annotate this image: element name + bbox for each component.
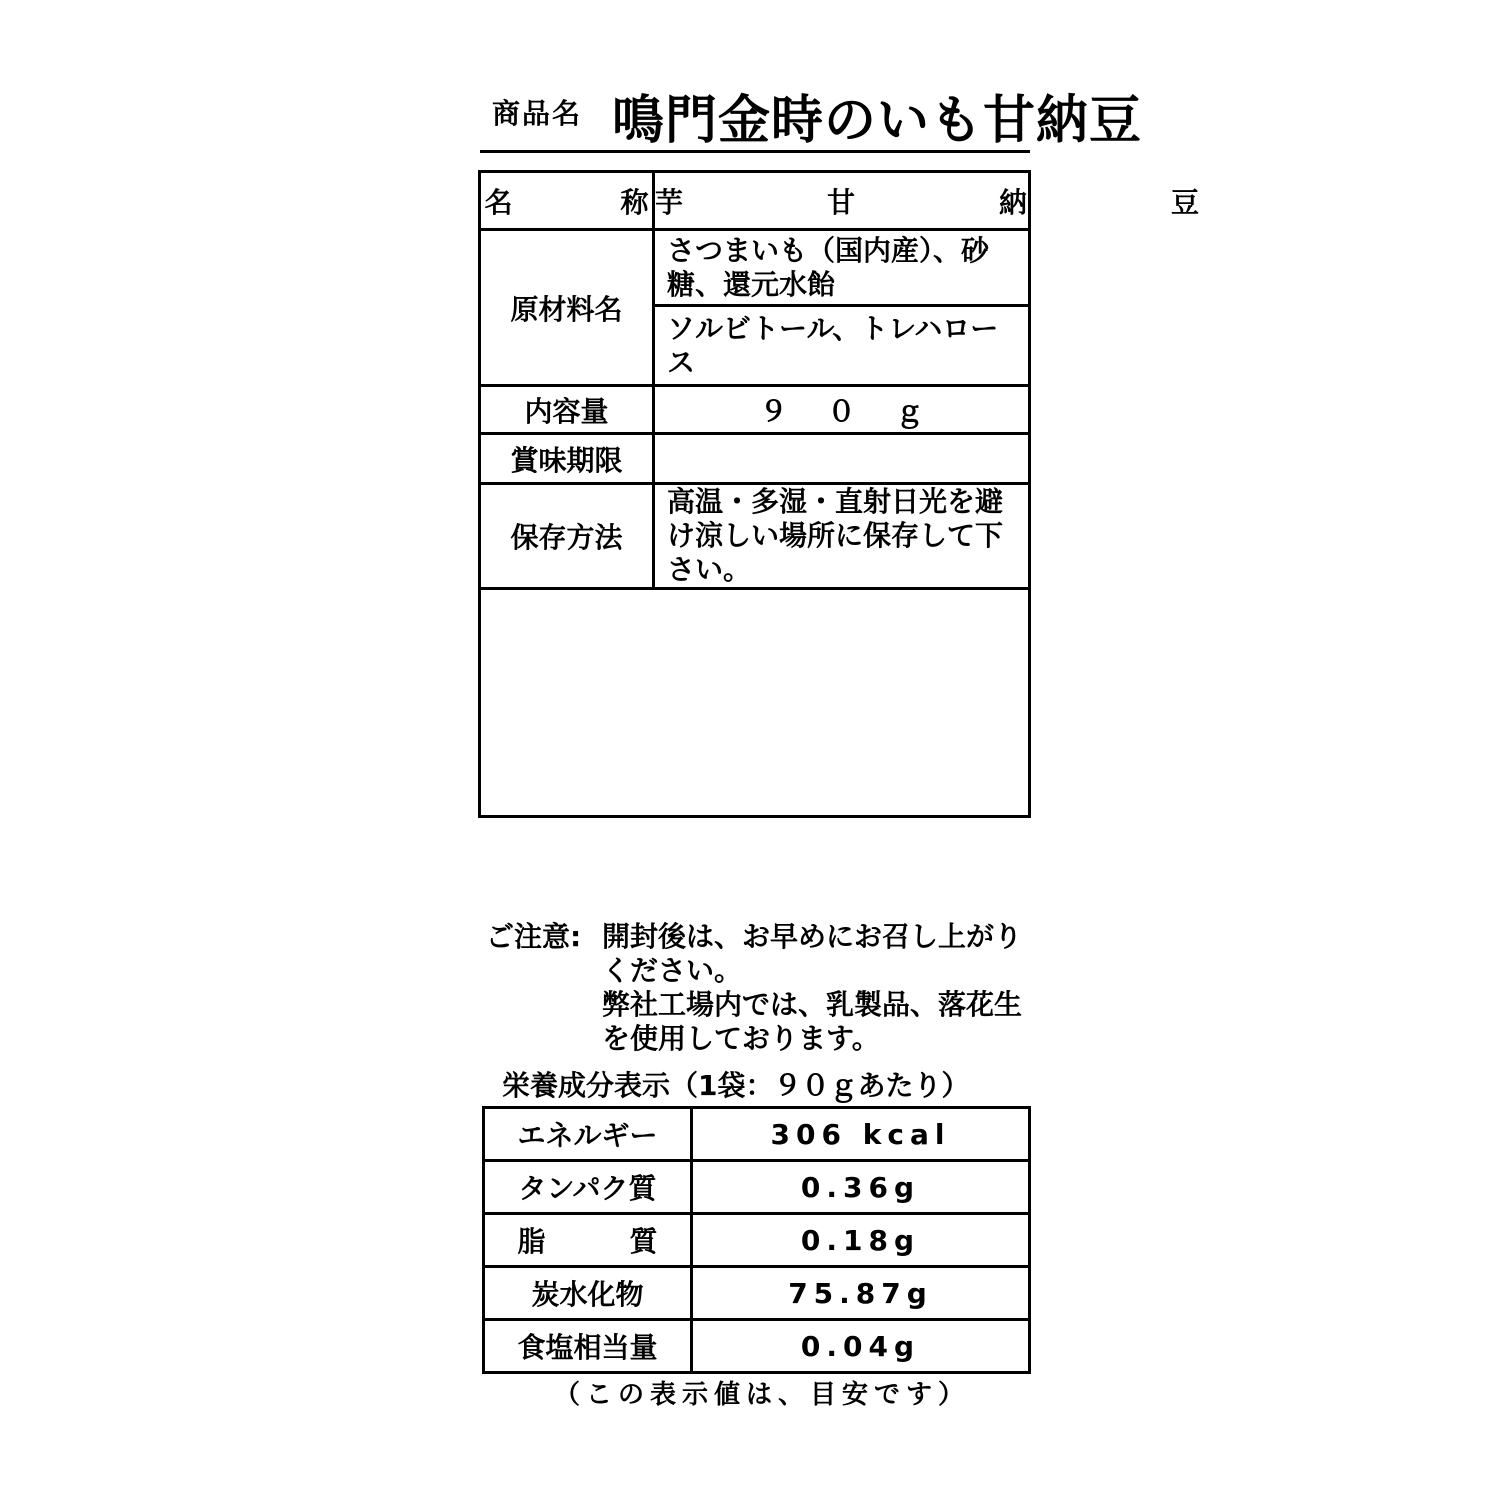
nutrition-fat-label: 脂 質: [484, 1214, 692, 1267]
nutrition-row: [484, 1267, 1030, 1320]
spec-best-before-value: [654, 434, 1030, 484]
spec-blank-area: [480, 589, 1030, 817]
caution-text-allergen: 弊社工場内では、乳製品、落花生を使用しております。: [602, 988, 1023, 1055]
nutrition-salt-label: 食塩相当量: [484, 1320, 692, 1373]
spec-ingredients-main: さつまいも（国内産）、砂糖、還元水飴: [654, 230, 1030, 306]
spec-row-ingredients: [480, 230, 1030, 306]
nutrition-row: [484, 1320, 1030, 1373]
spec-ingredients-additives: ソルビトール、トレハロース: [654, 306, 1030, 386]
spec-row-content: [480, 386, 1030, 434]
product-spec-table: [478, 170, 1258, 818]
product-name-label: 商品名: [492, 97, 583, 130]
nutrition-energy-value: 306 kcal: [692, 1108, 1030, 1161]
nutrition-table: [482, 1106, 1031, 1374]
nutrition-carbohydrate-value: 75.87g: [692, 1267, 1030, 1320]
nutrition-salt-value: 0.04g: [692, 1320, 1030, 1373]
nutrition-footnote: （この表示値は、目安です）: [553, 1380, 970, 1410]
caution-text-open: 開封後は、お早めにお召し上がりください。: [602, 920, 1023, 987]
spec-storage-value: 高温・多湿・直射日光を避け涼しい場所に保存して下さい。: [654, 484, 1030, 589]
nutrition-energy-label: エネルギー: [484, 1108, 692, 1161]
spec-content-value: ９０ｇ: [654, 386, 1030, 434]
spec-name-label: 名 称: [480, 172, 654, 230]
nutrition-row: [484, 1161, 1030, 1214]
product-title-row: [480, 78, 1143, 153]
spec-row-storage: [480, 484, 1030, 589]
nutrition-carbohydrate-label: 炭水化物: [484, 1267, 692, 1320]
nutrition-protein-label: タンパク質: [484, 1161, 692, 1214]
nutrition-fat-value: 0.18g: [692, 1214, 1030, 1267]
product-name: 鳴門金時のいも甘納豆: [612, 91, 1143, 151]
spec-row-name: [480, 172, 1030, 230]
spec-storage-label: 保存方法: [480, 484, 654, 589]
nutrition-heading: 栄養成分表示（1袋：９０ｇあたり）: [498, 1064, 973, 1108]
nutrition-row: [484, 1108, 1030, 1161]
spec-row-best-before: [480, 434, 1030, 484]
spec-row-blank: [480, 589, 1030, 817]
nutrition-row: [484, 1214, 1030, 1267]
spec-best-before-label: 賞味期限: [480, 434, 654, 484]
caution-label: ご注意:: [486, 920, 582, 953]
spec-content-label: 内容量: [480, 386, 654, 434]
spec-name-value: 芋 甘 納 豆: [654, 172, 1030, 230]
spec-ingredients-label: 原材料名: [480, 230, 654, 386]
nutrition-protein-value: 0.36g: [692, 1161, 1030, 1214]
